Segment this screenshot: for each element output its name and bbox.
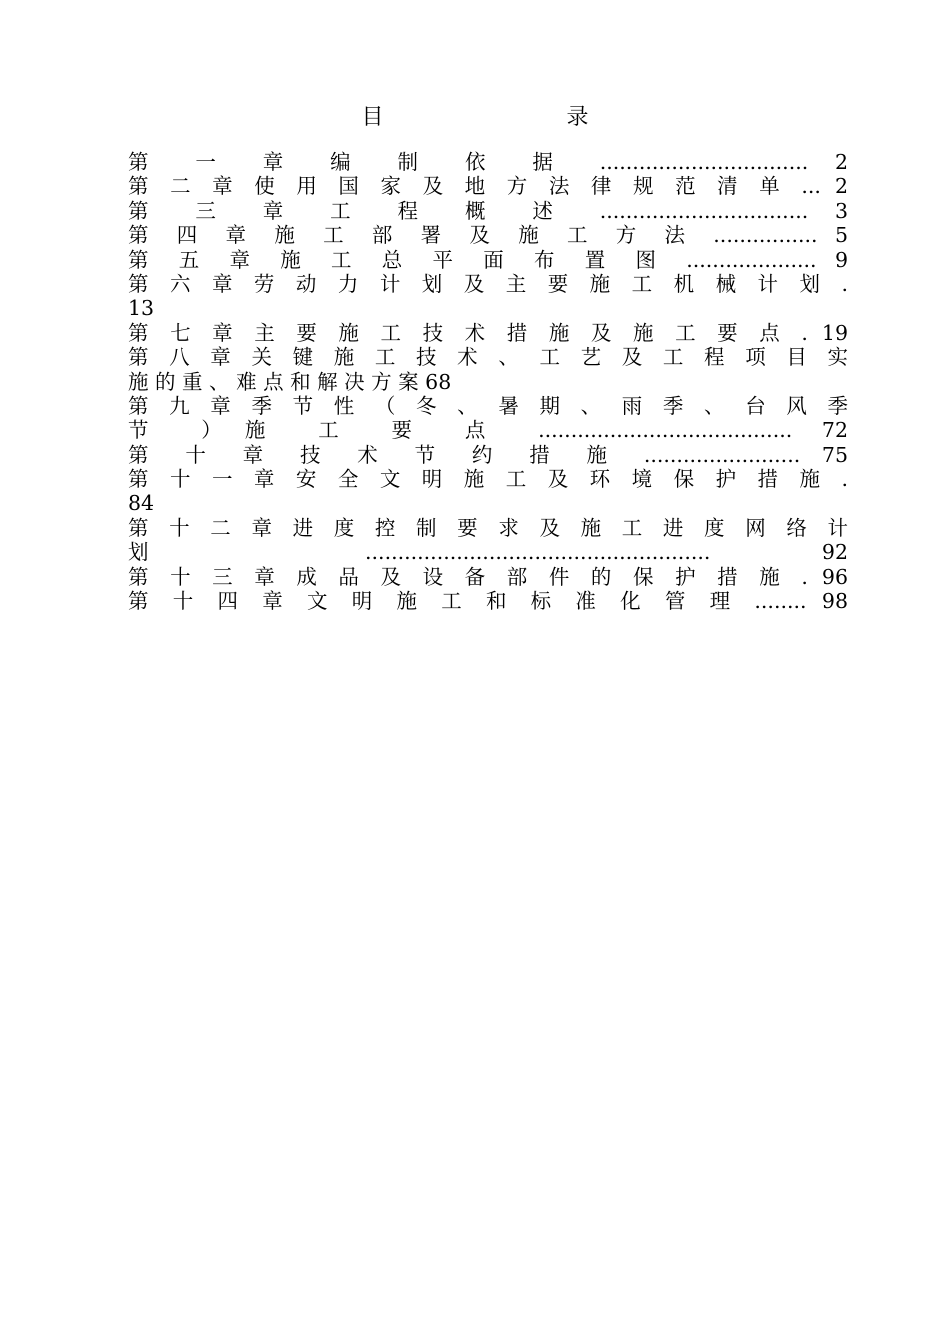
toc-line: 第 十 四 章 文 明 施 工 和 标 准 化 管 理 ........ 98 xyxy=(128,589,848,614)
toc-line: 第 十 二 章 进 度 控 制 要 求 及 施 工 进 度 网 络 计 xyxy=(128,515,848,540)
toc-line: 第 九 章 季 节 性 （ 冬 、 暑 期 、 雨 季 、 台 风 季 xyxy=(128,393,848,418)
toc-line: 第 四 章 施 工 部 署 及 施 工 方 法 ................ 5 xyxy=(128,223,848,248)
toc-line: 第 一 章 编 制 依 据 ................................ 2 xyxy=(128,150,848,174)
toc-line-continuation: 施 的 重 、 难 点 和 解 决 方 案 68 xyxy=(128,369,452,394)
toc-line: 第 十 章 技 术 节 约 措 施 ........................ 75 xyxy=(128,442,848,467)
toc-title: 目 录 xyxy=(361,105,677,130)
toc-line: 第 七 章 主 要 施 工 技 术 措 施 及 施 工 要 点 . 19 xyxy=(128,320,848,345)
table-of-contents xyxy=(128,150,848,613)
toc-line: 第 二 章 使 用 国 家 及 地 方 法 律 规 范 清 单 ... 2 xyxy=(128,174,848,199)
toc-line: 第 三 章 工 程 概 述 ................................ 3 xyxy=(128,198,848,223)
toc-line: 第 五 章 施 工 总 平 面 布 置 图 .................... 9 xyxy=(128,247,848,272)
toc-line: 第 八 章 关 键 施 工 技 术 、 工 艺 及 工 程 项 目 实 xyxy=(128,345,848,370)
toc-line: 第 十 一 章 安 全 文 明 施 工 及 环 境 保 护 措 施 . xyxy=(128,467,848,492)
toc-line-continuation: 节 ）施 工 要 点 ....................................... 72 xyxy=(128,418,848,443)
toc-line-continuation: 13 xyxy=(128,296,155,321)
toc-line: 第 六 章 劳 动 力 计 划 及 主 要 施 工 机 械 计 划 . xyxy=(128,271,848,296)
toc-line-continuation: 84 xyxy=(128,491,155,516)
toc-line-continuation: 划 ..................................................... 92 xyxy=(128,540,848,565)
toc-line: 第 十 三 章 成 品 及 设 备 部 件 的 保 护 措 施 . 96 xyxy=(128,564,848,589)
